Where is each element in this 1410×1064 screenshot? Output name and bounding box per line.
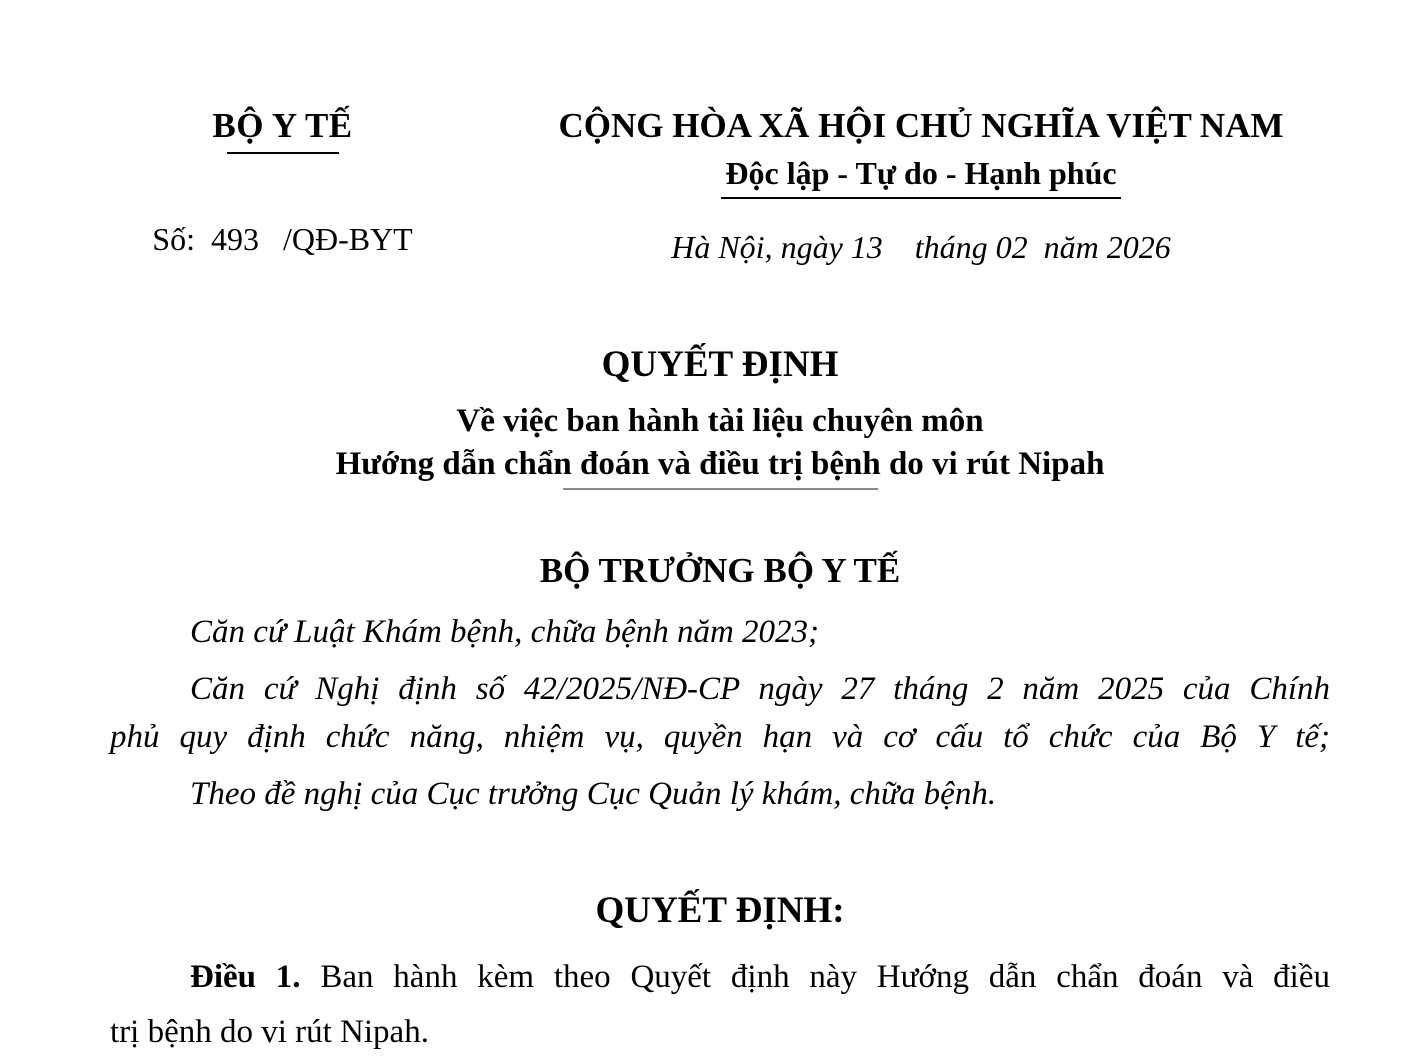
- article-1-line2: trị bệnh do vi rút Nipah.: [110, 1014, 429, 1050]
- article-1-paragraph: [110, 950, 1330, 1060]
- document-subtitle-1: Về việc ban hành tài liệu chuyên môn: [456, 403, 984, 439]
- recitals-block: [110, 608, 1330, 818]
- recital-proposal: Theo đề nghị của Cục trưởng Cục Quản lý khám, chữa bệnh.: [190, 776, 997, 812]
- document-title-block: [110, 344, 1330, 490]
- issuing-agency-name: BỘ Y TẾ: [212, 106, 353, 145]
- national-header-block: [528, 106, 1314, 267]
- document-subtitle-2: Hướng dẫn chẩn đoán và điều trị bệnh do vi rút Nipah: [335, 446, 1105, 482]
- issuing-agency-underline: [227, 152, 339, 154]
- place-date-line: Hà Nội, ngày 13 tháng 02 năm 2026: [671, 229, 1171, 265]
- national-motto: Độc lập - Tự do - Hạnh phúc: [721, 154, 1120, 199]
- issuing-agency-block: [110, 106, 455, 258]
- article-1-text-line1: Ban hành kèm theo Quyết định này Hướng dẫn chẩn đoán và điều: [300, 959, 1330, 995]
- recital-decree-line2: phủ quy định chức năng, nhiệm vụ, quyền hạn và cơ cấu tổ chức của Bộ Y tế;: [110, 719, 1330, 755]
- issuing-authority-heading: BỘ TRƯỞNG BỘ Y TẾ: [539, 551, 901, 590]
- recital-law: Căn cứ Luật Khám bệnh, chữa bệnh năm 2023;: [190, 614, 820, 650]
- title-separator-rule: [563, 488, 878, 490]
- article-1-label: Điều 1.: [190, 959, 301, 995]
- decision-section-heading: QUYẾT ĐỊNH:: [595, 890, 845, 931]
- recital-decree-line1: Căn cứ Nghị định số 42/2025/NĐ-CP ngày 27 tháng 2 năm 2025 của Chính: [190, 671, 1330, 707]
- document-number: Số: 493 /QĐ-BYT: [152, 221, 413, 257]
- national-title: CỘNG HÒA XÃ HỘI CHỦ NGHĨA VIỆT NAM: [558, 106, 1284, 145]
- article-1-line1: [110, 950, 1330, 1005]
- national-motto-row: [528, 154, 1314, 199]
- document-title: QUYẾT ĐỊNH: [601, 344, 839, 385]
